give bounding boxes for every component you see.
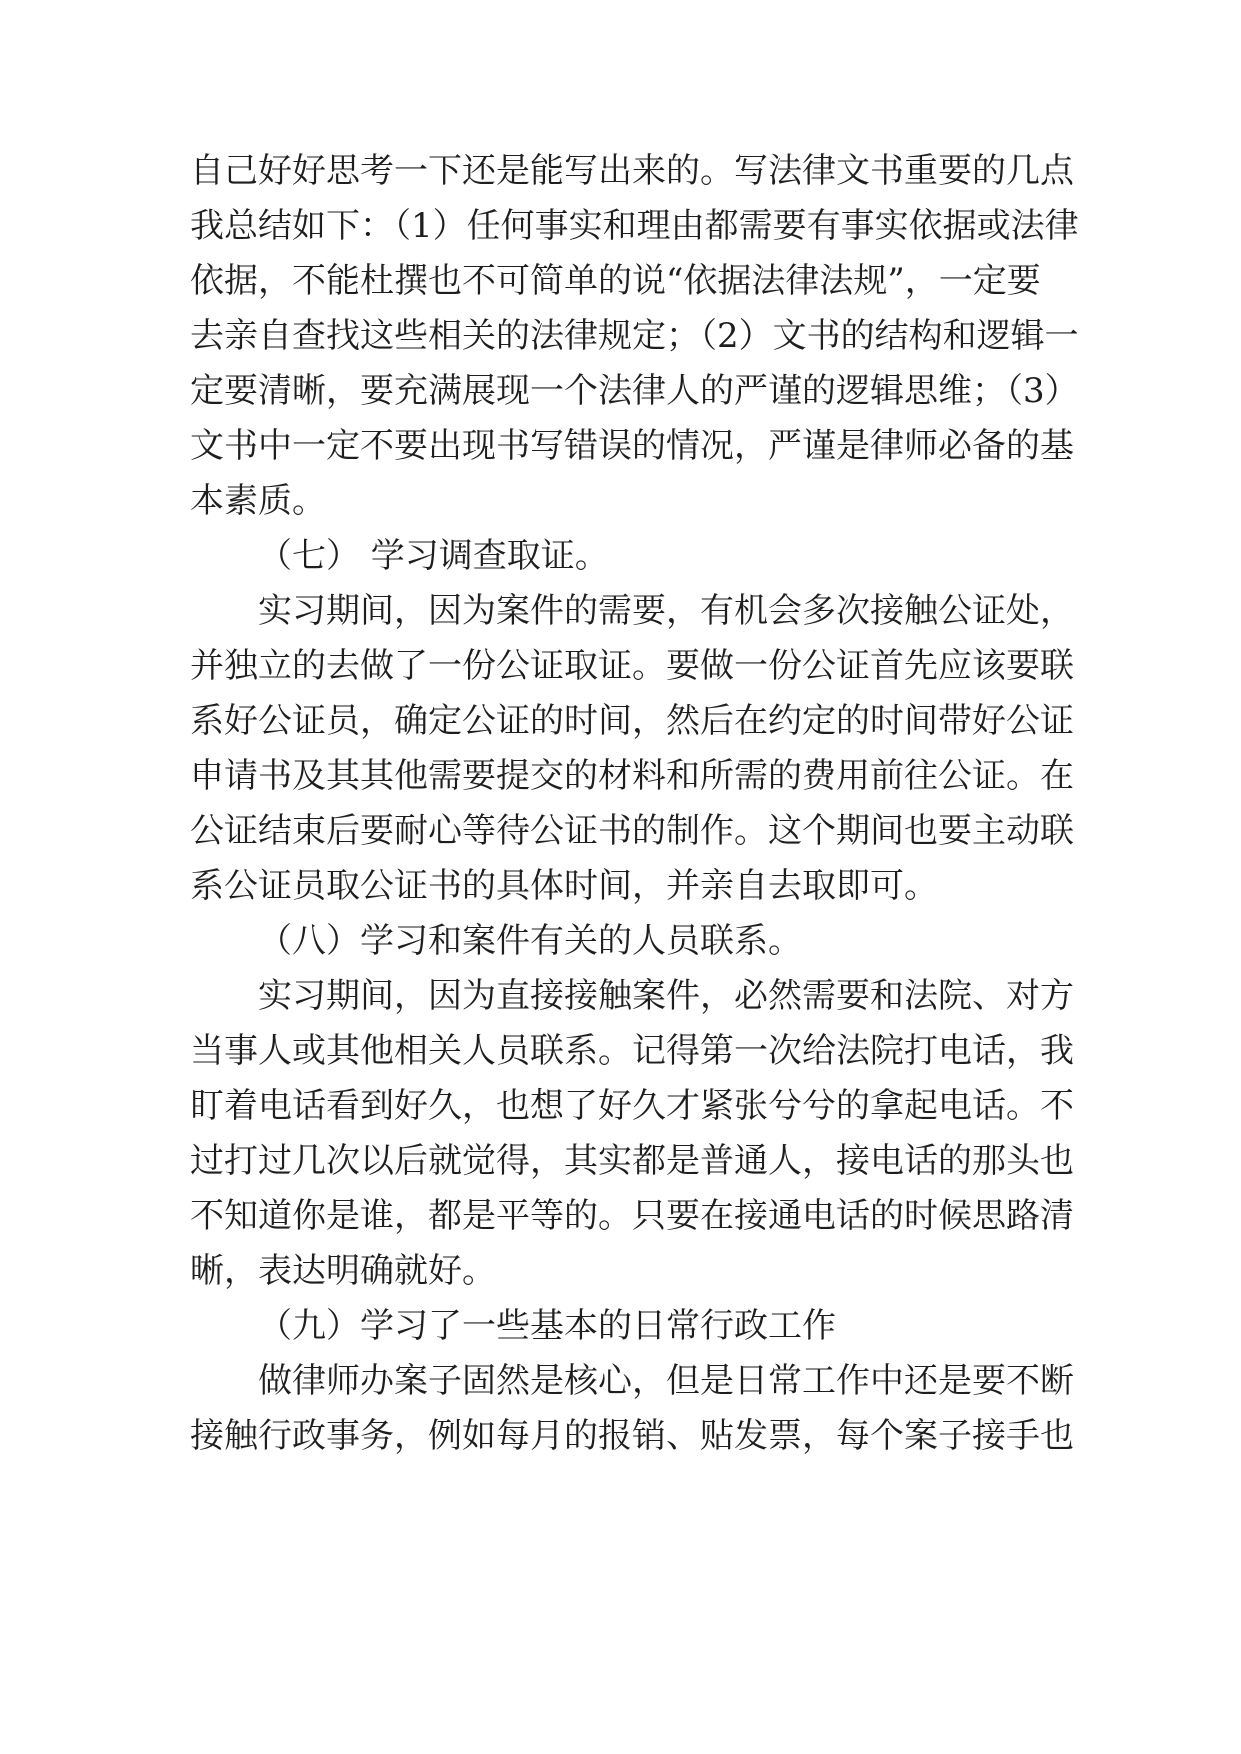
paragraph-line: 文书中一定不要出现书写错误的情况，严谨是律师必备的基 bbox=[190, 426, 1074, 466]
paragraph-line: 不知道你是谁，都是平等的。只要在接通电话的时候思路清 bbox=[190, 1196, 1074, 1236]
paragraph-line: 系好公证员，确定公证的时间，然后在约定的时间带好公证 bbox=[190, 701, 1074, 741]
paragraph-line: 接触行政事务，例如每月的报销、贴发票，每个案子接手也 bbox=[190, 1416, 1074, 1456]
paragraph-line: 去亲自查找这些相关的法律规定；（2）文书的结构和逻辑一 bbox=[190, 316, 1079, 356]
paragraph-line: 当事人或其他相关人员联系。记得第一次给法院打电话，我 bbox=[190, 1031, 1074, 1071]
paragraph-line: 定要清晰，要充满展现一个法律人的严谨的逻辑思维；（3） bbox=[190, 371, 1079, 411]
section-heading: （八）学习和案件有关的人员联系。 bbox=[258, 921, 802, 961]
paragraph-line: 申请书及其其他需要提交的材料和所需的费用前往公证。在 bbox=[190, 756, 1074, 796]
paragraph-line: 晰，表达明确就好。 bbox=[190, 1251, 496, 1291]
paragraph-line: 实习期间，因为直接接触案件，必然需要和法院、对方 bbox=[258, 976, 1074, 1016]
paragraph-line: 并独立的去做了一份公证取证。要做一份公证首先应该要联 bbox=[190, 646, 1074, 686]
paragraph-line: 本素质。 bbox=[190, 481, 326, 521]
paragraph-line: 盯着电话看到好久，也想了好久才紧张兮兮的拿起电话。不 bbox=[190, 1086, 1074, 1126]
paragraph-line: 实习期间，因为案件的需要，有机会多次接触公证处， bbox=[258, 591, 1074, 631]
paragraph-line: 系公证员取公证书的具体时间，并亲自去取即可。 bbox=[190, 866, 938, 906]
section-heading: （九）学习了一些基本的日常行政工作 bbox=[258, 1306, 836, 1346]
paragraph-line: 过打过几次以后就觉得，其实都是普通人，接电话的那头也 bbox=[190, 1141, 1074, 1181]
paragraph-line: 做律师办案子固然是核心，但是日常工作中还是要不断 bbox=[258, 1361, 1074, 1401]
paragraph-line: 依据，不能杜撰也不可简单的说“依据法律法规”，一定要 bbox=[190, 261, 1041, 301]
paragraph-line: 自己好好思考一下还是能写出来的。写法律文书重要的几点 bbox=[190, 151, 1074, 191]
paragraph-line: 公证结束后要耐心等待公证书的制作。这个期间也要主动联 bbox=[190, 811, 1074, 851]
paragraph-line: 我总结如下：（1）任何事实和理由都需要有事实依据或法律 bbox=[190, 206, 1079, 246]
section-heading: （七） 学习调查取证。 bbox=[258, 536, 609, 576]
